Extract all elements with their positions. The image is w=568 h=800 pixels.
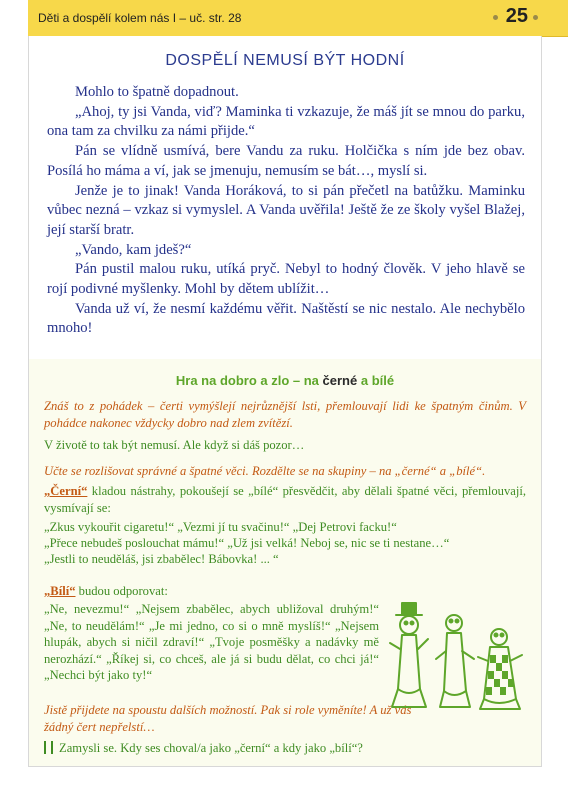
page-header — [28, 0, 568, 37]
story-paragraph: Jenže je to jinak! Vanda Horáková, to si pán přečetl na batůžku. Maminku vůbec nezná – vzkaz si vymyslel. A Vanda uvěřila! Ještě že ze školy vyšel Blažej, její starší bratr. — [47, 182, 525, 238]
header-dot-left — [493, 15, 498, 20]
page-number: 25 — [505, 5, 528, 27]
header-title: Děti a dospělí kolem nás I – uč. str. 28 — [38, 11, 242, 25]
story-paragraph: Mohlo to špatně dopadnout. — [75, 84, 239, 100]
white-group-text — [44, 583, 379, 600]
game-outro: Jistě přijdete na spoustu dalších možností. Pak si role vyměníte! A už vás žádný čert nepřelstí… — [44, 703, 412, 734]
story-title: DOSPĚLÍ NEMUSÍ BÝT HODNÍ — [165, 52, 405, 69]
story-paragraph: „Ahoj, ty jsi Vanda, viď? Maminka ti vzkazuje, že máš jít se mnou do parku, ona tam za chvilku za námi přijde.“ — [47, 103, 525, 140]
black-description: kladou nástrahy, pokoušejí se „bílé“ přesvědčit, aby dělali špatné věci, přemlouvají, vysmívají se: — [44, 484, 526, 515]
game-instruction: Učte se rozlišovat správné a špatné věci. Rozdělte se na skupiny – na „černé“ a „bílé“. — [44, 464, 486, 478]
white-description: budou odporovat: — [75, 584, 168, 598]
chess-pieces-figures — [384, 599, 534, 714]
story-paragraph: Pán pustil malou ruku, utíká pryč. Nebyl to hodný člověk. V jeho hlavě se rojí podivné myšlenky. Mohl by dětem ublížit… — [47, 261, 525, 298]
game-life: V životě to tak být nemusí. Ale když si dáš pozor… — [44, 438, 305, 452]
game-title — [29, 373, 541, 388]
game-title-part: a — [357, 373, 372, 388]
story-paragraph: Pán se vlídně usmívá, bere Vandu za ruku. Holčička s ním jde bez obav. Posílá ho máma a ví, jak se jmenuju, nemusím se bát…, myslí si. — [47, 143, 525, 179]
game-title-black: černé — [322, 373, 358, 388]
black-quote-line: „Zkus vykouřit cigaretu!“ „Vezmi jí tu svačinu!“ „Dej Petrovi facku!“ — [44, 520, 397, 534]
game-title-white: bílé — [371, 373, 395, 388]
story-paragraph: Vanda už ví, že nesmí každému věřit. Naštěstí se nic nestalo. Ale nechybělo mnoho! — [47, 300, 525, 337]
header-dot-right — [533, 15, 538, 20]
black-label: „Černí“ — [44, 484, 88, 498]
page-frame — [28, 36, 542, 767]
black-group-text — [44, 483, 526, 516]
reflect-line — [44, 741, 363, 756]
reflect-text: Zamysli se. Kdy ses choval/a jako „černí“ a kdy jako „bílí“? — [59, 741, 363, 755]
story-body — [47, 83, 525, 339]
story-paragraph: „Vando, kam jdeš?“ — [75, 241, 192, 258]
game-section — [29, 359, 541, 766]
double-bar-icon — [44, 741, 53, 754]
white-quotes: „Ne, nevezmu!“ „Nejsem zbabělec, abych ubližoval druhým!“ „Ne, to neudělám!“ „Je mi jedno, co si o mně myslíš!“ „Nejsem hlupák, abych si ničil zdraví!“ „Tvoje posměšky a nadávky mě nerozhází.“ „Říkej si, co chceš, ale já si budu dělat, co chci já!“ „Nechci být jako ty!“ — [44, 602, 379, 683]
black-quote-line: „Přece nebudeš poslouchat mámu!“ „Už jsi velká! Neboj se, nic se ti nestane…“ — [44, 536, 450, 550]
hat-shape — [402, 603, 416, 615]
white-label: „Bílí“ — [44, 584, 76, 598]
game-intro: Znáš to z pohádek – čerti vymýšlejí nejrůznější lsti, přemlouvají lidi ke špatným činům. V pohádce nakonec vždycky dobro nad zlem zvítězí. — [44, 399, 526, 430]
black-quote-line: „Jestli to neuděláš, jsi zbabělec! Bábovka! ... “ — [44, 552, 279, 566]
game-title-part: Hra na dobro a zlo – na — [175, 373, 323, 388]
story-section — [29, 36, 541, 360]
